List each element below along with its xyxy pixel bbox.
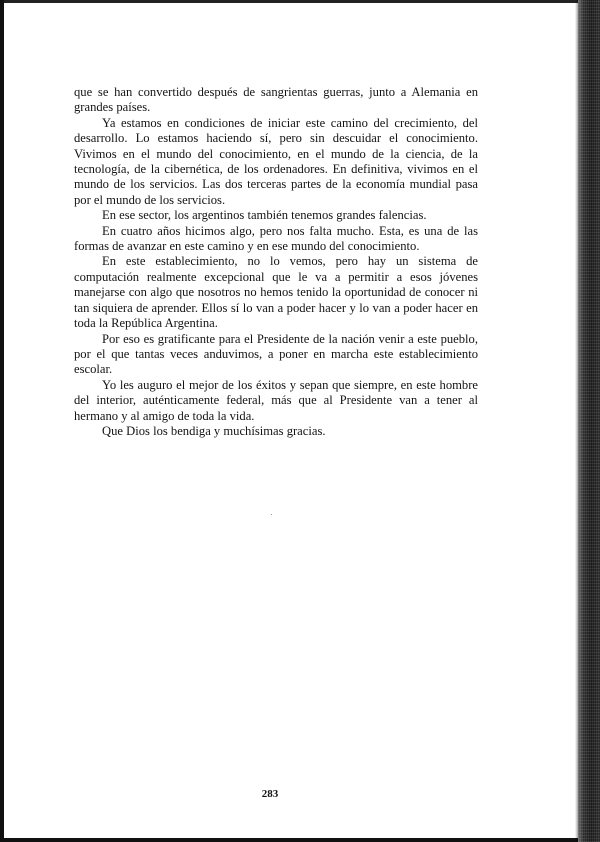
page-right-edge bbox=[578, 0, 600, 842]
paragraph: Que Dios los bendiga y muchísimas gracias. bbox=[102, 423, 326, 438]
paragraph: Por eso es gratificante para el Presidente de la nación venir a este pueblo, por el que tantas veces anduvimos, a poner en marcha este establecimiento escolar. bbox=[74, 331, 478, 377]
page-top-edge bbox=[0, 0, 600, 3]
paragraph: que se han convertido después de sangrientas guerras, junto a Alemania en grandes países. bbox=[74, 85, 478, 115]
paragraph: En ese sector, los argentinos también tenemos grandes falencias. bbox=[102, 208, 427, 223]
page-number: 283 bbox=[261, 788, 279, 800]
paragraph: En cuatro años hicimos algo, pero nos falta mucho. Esta, es una de las formas de avanzar en este camino y en ese mundo del conocimiento. bbox=[74, 223, 478, 254]
page-left-edge bbox=[0, 0, 4, 842]
scan-speck bbox=[271, 514, 272, 515]
page-bottom-edge bbox=[0, 838, 600, 842]
body-text bbox=[74, 85, 478, 439]
paragraph: Ya estamos en condiciones de iniciar este camino del crecimiento, del desarrollo. Lo estamos haciendo sí, pero sin descuidar el conocimiento. Vivimos en el mundo del conocimiento, en el mundo de la ciencia, de la tecnología, de la cibernética, de los ordenadores. En definitiva, vivimos en el mundo de los servicios. Las dos terceras partes de la economía mundial pasa por el mundo de los servicios. bbox=[74, 115, 478, 207]
paragraph: Yo les auguro el mejor de los éxitos y sepan que siempre, en este hombre del interior, auténticamente federal, más que al Presidente van a tener al hermano y al amigo de toda la vida. bbox=[74, 377, 478, 423]
paragraph: En este establecimiento, no lo vemos, pero hay un sistema de computación realmente excepcional que le va a permitir a esos jóvenes manejarse con algo que nosotros no hemos tenido la oportunidad de conocer ni tan siquiera de aprender. Ellos sí lo van a poder hacer y lo van a poder hacer en toda la República Argentina. bbox=[74, 254, 478, 331]
